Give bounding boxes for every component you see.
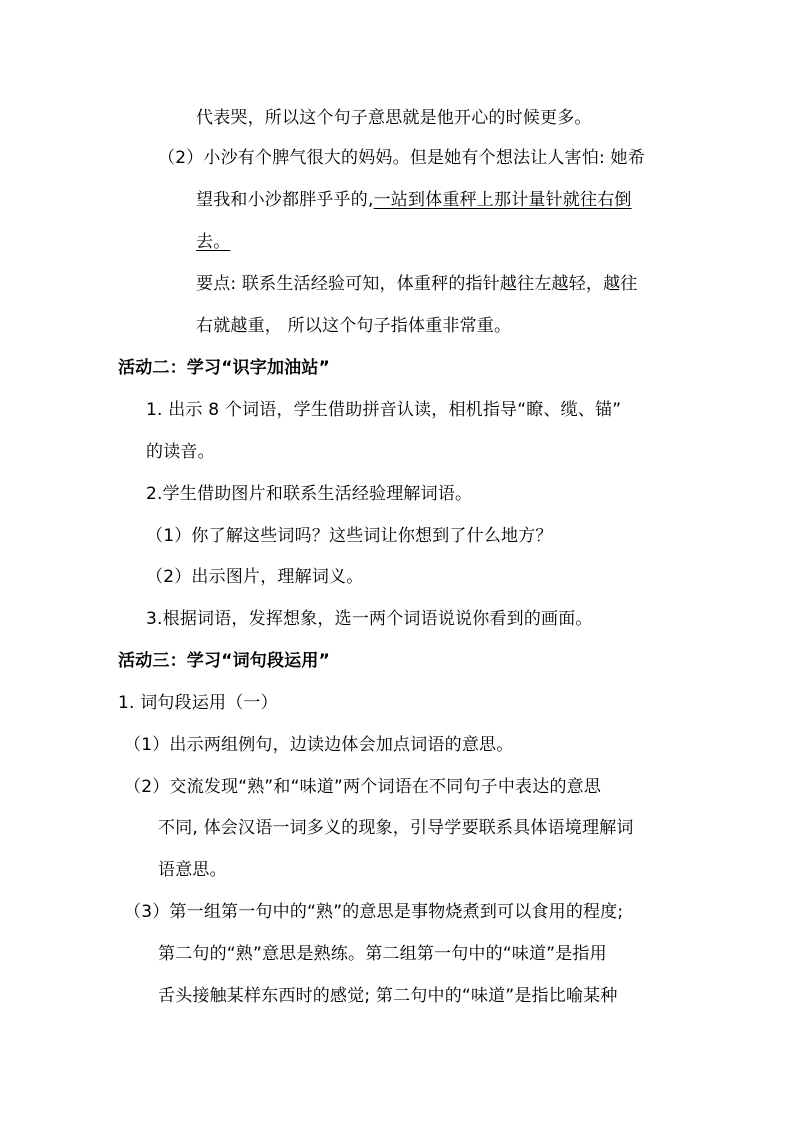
- paragraph-line: （1）出示两组例句，边读边体会加点词语的意思。: [124, 735, 514, 755]
- paragraph-line: 代表哭，所以这个句子意思就是他开心的时候更多。: [196, 108, 592, 128]
- paragraph-line: （2）小沙有个脾气很大的妈妈。但是她有个想法让人害怕: 她希: [158, 148, 645, 168]
- section-heading: 活动二：学习“识字加油站”: [118, 358, 330, 378]
- paragraph-line: （2）交流发现“熟”和“味道”两个词语在不同句子中表达的意思: [124, 777, 602, 797]
- paragraph-line: 舌头接触某样东西时的感觉; 第二句中的“味道”是指比喻某种: [158, 986, 618, 1006]
- underlined-sentence-end: 去。: [196, 232, 231, 252]
- paragraph-line: 语意思。: [158, 860, 227, 880]
- paragraph-line: 右就越重， 所以这个句子指体重非常重。: [196, 316, 512, 336]
- paragraph-line: 3.根据词语，发挥想象，选一两个词语说说你看到的画面。: [146, 609, 593, 629]
- paragraph-line: 的读音。: [146, 442, 215, 462]
- paragraph-line: （1）你了解这些词吗？这些词让你想到了什么地方？: [146, 526, 553, 546]
- paragraph-line: （2）出示图片，理解词义。: [146, 567, 364, 587]
- paragraph-line: [196, 190, 632, 210]
- paragraph-line: 不同, 体会汉语一词多义的现象，引导学要联系具体语境理解词: [158, 818, 634, 838]
- paragraph-line: （3）第一组第一句中的“熟”的意思是事物烧煮到可以食用的程度;: [124, 902, 624, 922]
- paragraph-line: 2.学生借助图片和联系生活经验理解词语。: [146, 484, 473, 504]
- paragraph-line: 1. 出示 8 个词语，学生借助拼音认读，相机指导“瞭、缆、锚”: [146, 400, 622, 420]
- paragraph-line: 要点: 联系生活经验可知，体重秤的指针越往左越轻，越往: [196, 274, 638, 294]
- section-heading: 活动三：学习“词句段运用”: [118, 651, 330, 671]
- underlined-sentence: 一站到体重秤上那计量针就往右倒: [373, 190, 632, 210]
- paragraph-line: 第二句的“熟”意思是熟练。第二组第一句中的“味道”是指用: [158, 944, 607, 964]
- paragraph-line: 1. 词句段运用（一）: [118, 693, 278, 713]
- text-span: 望我和小沙都胖乎乎的,: [196, 190, 374, 210]
